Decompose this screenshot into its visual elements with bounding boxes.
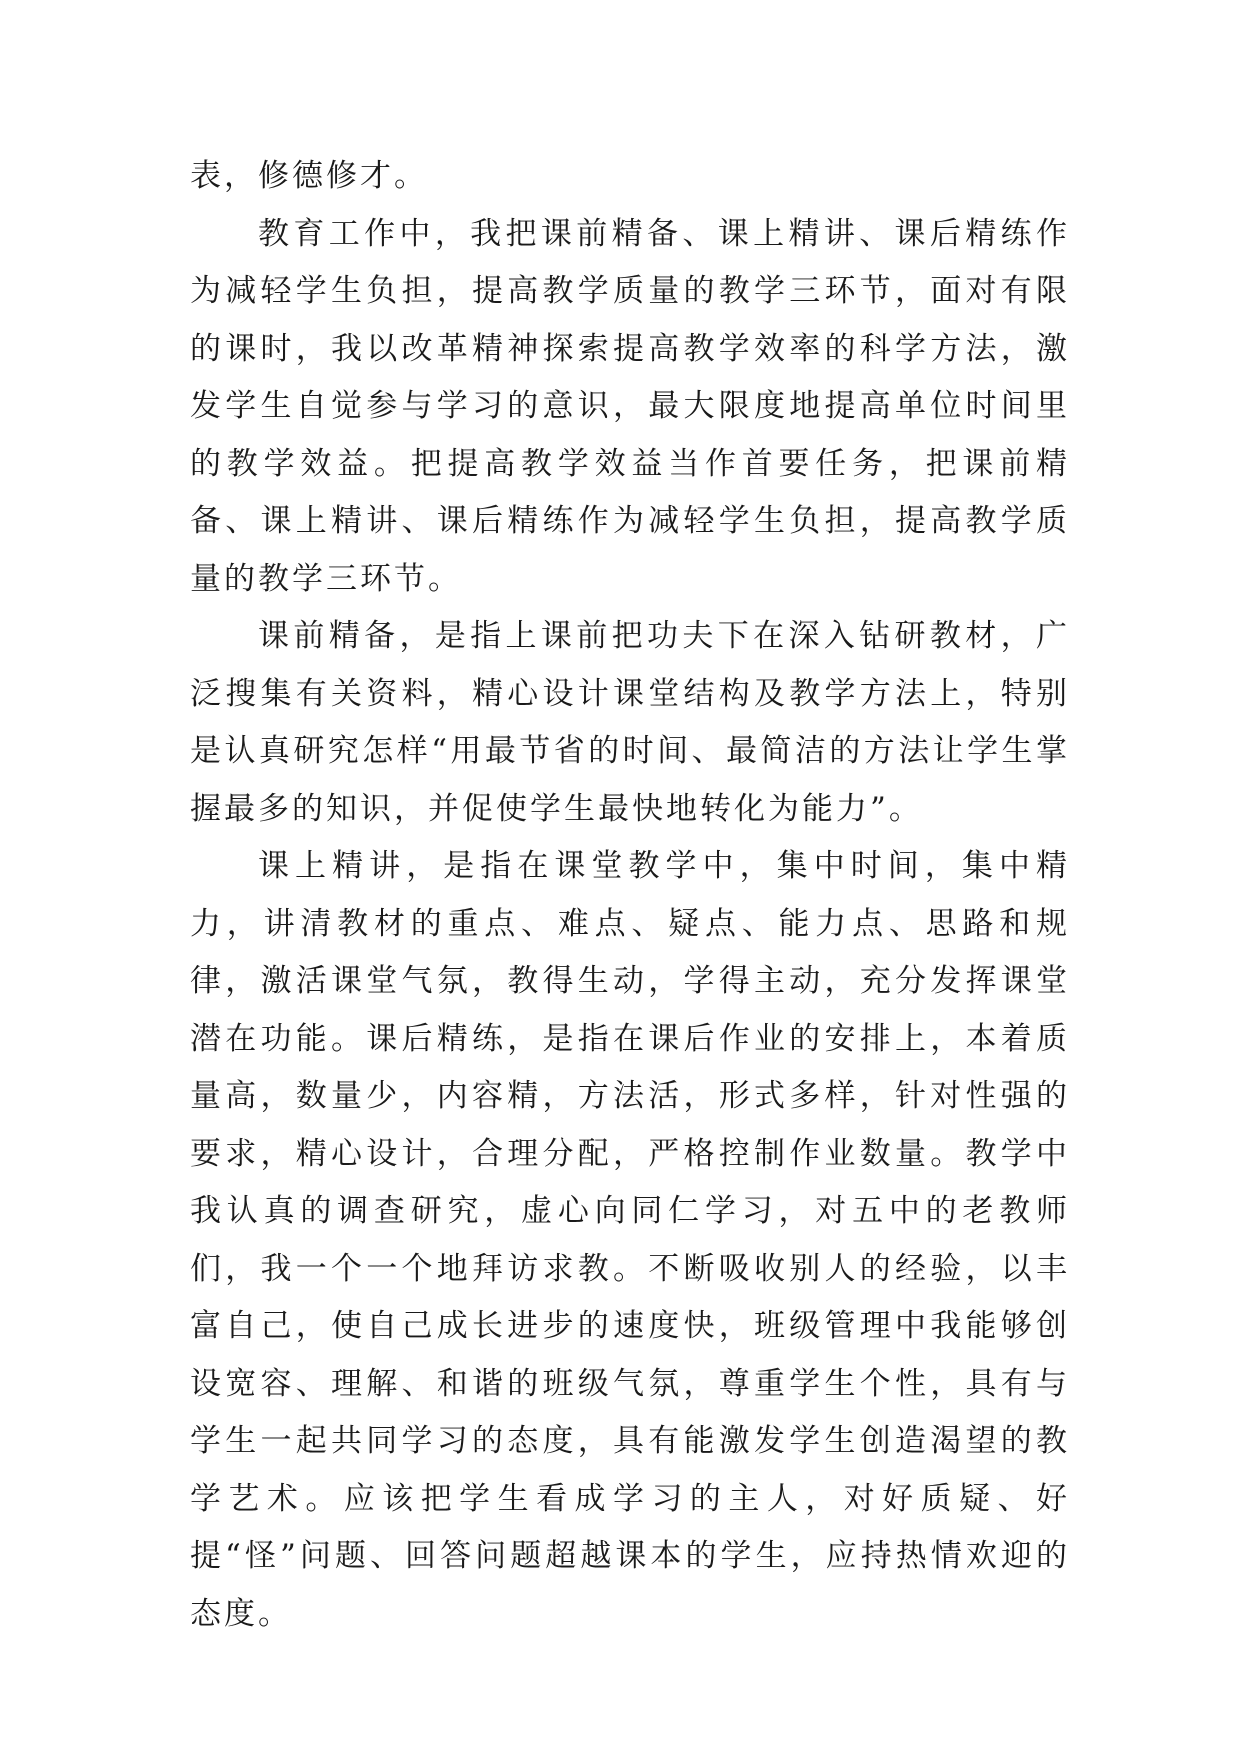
paragraph-1: 表，修德修才。 [190,158,428,194]
paragraph-3: 课前精备，是指上课前把功夫下在深入钻研教材，广泛搜集有关资料，精心设计课堂结构及教学方法上，特别是认真研究怎样“用最节省的时间、最简洁的方法让学生掌握最多的知识，并促使学生最快地转化为能力”。 [190,618,1070,827]
paragraph-2: 教育工作中，我把课前精备、课上精讲、课后精练作为减轻学生负担，提高教学质量的教学三环节，面对有限的课时，我以改革精神探索提高教学效率的科学方法，激发学生自觉参与学习的意识，最大限度地提高单位时间里的教学效益。把提高教学效益当作首要任务，把课前精备、课上精讲、课后精练作为减轻学生负担，提高教学质量的教学三环节。 [190,215,1070,597]
body-text [190,148,1070,1643]
paragraph-4: 课上精讲，是指在课堂教学中，集中时间，集中精力，讲清教材的重点、难点、疑点、能力点、思路和规律，激活课堂气氛，教得生动，学得主动，充分发挥课堂潜在功能。课后精练，是指在课后作业的安排上，本着质量高，数量少，内容精，方法活，形式多样，针对性强的要求，精心设计，合理分配，严格控制作业数量。教学中我认真的调查研究，虚心向同仁学习，对五中的老教师们，我一个一个地拜访求教。不断吸收别人的经验，以丰富自己，使自己成长进步的速度快，班级管理中我能够创设宽容、理解、和谐的班级气氛，尊重学生个性，具有与学生一起共同学习的态度，具有能激发学生创造渴望的教学艺术。应该把学生看成学习的主人，对好质疑、好提“怪”问题、回答问题超越课本的学生，应持热情欢迎的态度。 [190,848,1070,1632]
